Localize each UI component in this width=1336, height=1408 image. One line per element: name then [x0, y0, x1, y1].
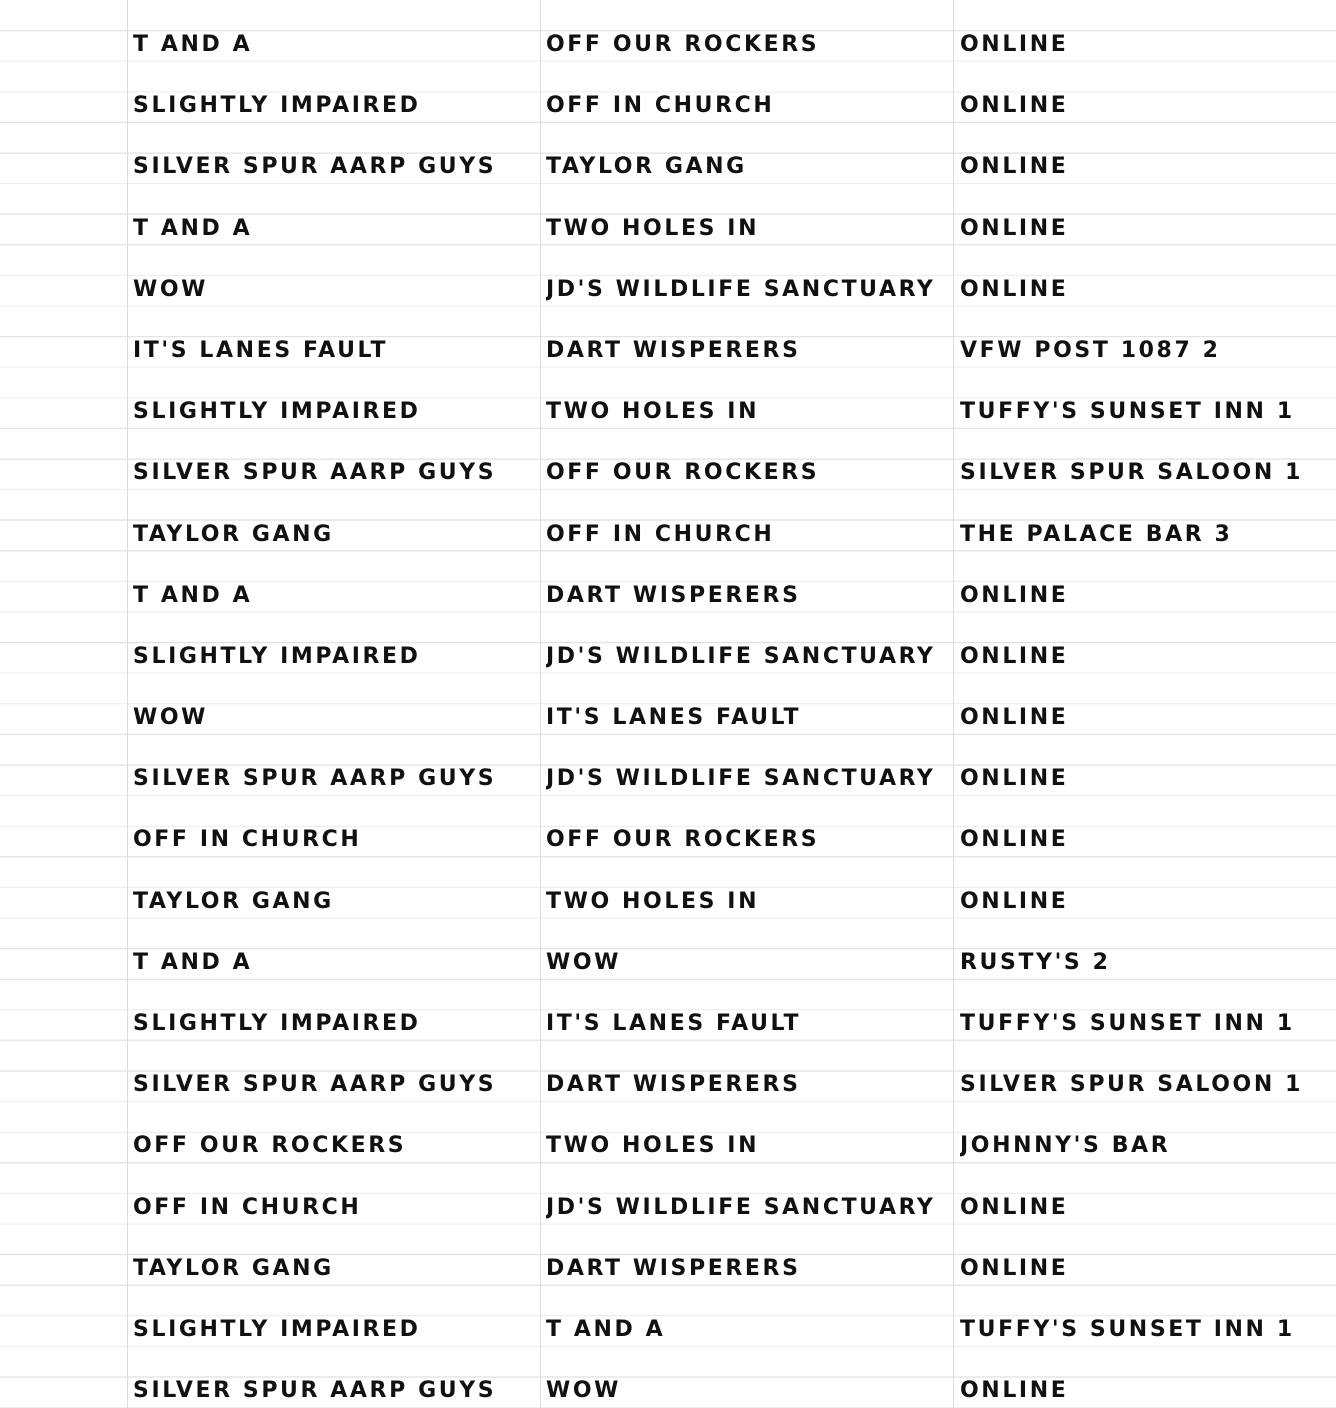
location-cell[interactable]: SILVER SPUR SALOON 1	[960, 460, 1303, 486]
location-cell[interactable]: RUSTY'S 2	[960, 949, 1111, 975]
table-row	[0, 1240, 1336, 1301]
away-team-cell[interactable]: TWO HOLES IN	[546, 1133, 760, 1159]
location-cell[interactable]: ONLINE	[960, 1255, 1069, 1281]
home-team-cell[interactable]: SLIGHTLY IMPAIRED	[133, 1011, 421, 1036]
location-cell[interactable]: ONLINE	[960, 215, 1069, 241]
home-team-cell[interactable]: SLIGHTLY IMPAIRED	[133, 399, 421, 425]
table-row	[0, 77, 1336, 138]
table-row	[0, 628, 1336, 689]
home-team-cell[interactable]: SLIGHTLY IMPAIRED	[133, 93, 421, 119]
home-team-cell[interactable]: SILVER SPUR AARP GUYS	[133, 766, 497, 792]
away-team-cell[interactable]: JD'S WILDLIFE SANCTUARY	[546, 1194, 936, 1220]
location-cell[interactable]: ONLINE	[960, 154, 1069, 180]
away-team-cell[interactable]: TAYLOR GANG	[546, 154, 747, 180]
table-row	[0, 261, 1336, 322]
away-team-cell[interactable]: OFF OUR ROCKERS	[546, 460, 820, 486]
away-team-cell[interactable]: T AND A	[546, 1316, 666, 1342]
away-team-cell[interactable]: TWO HOLES IN	[546, 215, 760, 241]
home-team-cell[interactable]: WOW	[133, 705, 209, 731]
location-cell[interactable]: ONLINE	[960, 93, 1069, 119]
table-row	[0, 1117, 1336, 1178]
away-team-cell[interactable]: IT'S LANES FAULT	[546, 705, 802, 731]
home-team-cell[interactable]: TAYLOR GANG	[133, 888, 334, 914]
table-row	[0, 1362, 1336, 1408]
location-cell[interactable]: ONLINE	[960, 1378, 1069, 1404]
table-row	[0, 934, 1336, 995]
schedule-rows	[0, 16, 1336, 1408]
table-row	[0, 16, 1336, 77]
location-cell[interactable]: SILVER SPUR SALOON 1	[960, 1072, 1303, 1098]
home-team-cell[interactable]: OFF OUR ROCKERS	[133, 1133, 407, 1159]
away-team-cell[interactable]: JD'S WILDLIFE SANCTUARY	[546, 643, 936, 669]
home-team-cell[interactable]: OFF IN CHURCH	[133, 1194, 362, 1220]
home-team-cell[interactable]: T AND A	[133, 949, 253, 975]
home-team-cell[interactable]: SILVER SPUR AARP GUYS	[133, 1378, 497, 1404]
away-team-cell[interactable]: IT'S LANES FAULT	[546, 1011, 802, 1036]
table-row	[0, 1056, 1336, 1117]
away-team-cell[interactable]: TWO HOLES IN	[546, 888, 760, 914]
away-team-cell[interactable]: WOW	[546, 949, 622, 975]
location-cell[interactable]: ONLINE	[960, 582, 1069, 608]
away-team-cell[interactable]: DART WISPERERS	[546, 1255, 801, 1281]
table-row	[0, 138, 1336, 199]
away-team-cell[interactable]: DART WISPERERS	[546, 337, 801, 363]
home-team-cell[interactable]: SLIGHTLY IMPAIRED	[133, 1316, 421, 1342]
location-cell[interactable]: TUFFY'S SUNSET INN 1	[960, 1011, 1295, 1036]
table-row	[0, 322, 1336, 383]
location-cell[interactable]: ONLINE	[960, 888, 1069, 914]
location-cell[interactable]: ONLINE	[960, 276, 1069, 302]
location-cell[interactable]: ONLINE	[960, 1194, 1069, 1220]
away-team-cell[interactable]: OFF OUR ROCKERS	[546, 827, 820, 853]
home-team-cell[interactable]: T AND A	[133, 215, 253, 241]
table-row	[0, 383, 1336, 444]
table-row	[0, 200, 1336, 261]
table-row	[0, 1179, 1336, 1240]
table-row	[0, 1301, 1336, 1362]
home-team-cell[interactable]: T AND A	[133, 32, 253, 57]
location-cell[interactable]: ONLINE	[960, 643, 1069, 669]
home-team-cell[interactable]: SILVER SPUR AARP GUYS	[133, 154, 497, 180]
home-team-cell[interactable]: OFF IN CHURCH	[133, 827, 362, 853]
home-team-cell[interactable]: SILVER SPUR AARP GUYS	[133, 1072, 497, 1098]
location-cell[interactable]: ONLINE	[960, 766, 1069, 792]
table-row	[0, 689, 1336, 750]
home-team-cell[interactable]: IT'S LANES FAULT	[133, 337, 389, 363]
away-team-cell[interactable]: OFF IN CHURCH	[546, 521, 775, 547]
table-row	[0, 811, 1336, 872]
home-team-cell[interactable]: WOW	[133, 276, 209, 302]
home-team-cell[interactable]: TAYLOR GANG	[133, 1255, 334, 1281]
table-row	[0, 567, 1336, 628]
location-cell[interactable]: VFW POST 1087 2	[960, 337, 1221, 363]
away-team-cell[interactable]: JD'S WILDLIFE SANCTUARY	[546, 276, 936, 302]
location-cell[interactable]: ONLINE	[960, 32, 1069, 57]
location-cell[interactable]: TUFFY'S SUNSET INN 1	[960, 1316, 1295, 1342]
home-team-cell[interactable]: SILVER SPUR AARP GUYS	[133, 460, 497, 486]
table-row	[0, 750, 1336, 811]
location-cell[interactable]: ONLINE	[960, 705, 1069, 731]
location-cell[interactable]: JOHNNY'S BAR	[960, 1133, 1171, 1159]
location-cell[interactable]: THE PALACE BAR 3	[960, 521, 1233, 547]
table-row	[0, 873, 1336, 934]
away-team-cell[interactable]: TWO HOLES IN	[546, 399, 760, 425]
away-team-cell[interactable]: OFF OUR ROCKERS	[546, 32, 820, 57]
home-team-cell[interactable]: TAYLOR GANG	[133, 521, 334, 547]
table-row	[0, 995, 1336, 1056]
away-team-cell[interactable]: DART WISPERERS	[546, 1072, 801, 1098]
home-team-cell[interactable]: SLIGHTLY IMPAIRED	[133, 643, 421, 669]
table-row	[0, 444, 1336, 505]
home-team-cell[interactable]: T AND A	[133, 582, 253, 608]
location-cell[interactable]: ONLINE	[960, 827, 1069, 853]
away-team-cell[interactable]: DART WISPERERS	[546, 582, 801, 608]
away-team-cell[interactable]: JD'S WILDLIFE SANCTUARY	[546, 766, 936, 792]
away-team-cell[interactable]: WOW	[546, 1378, 622, 1404]
table-row	[0, 506, 1336, 567]
away-team-cell[interactable]: OFF IN CHURCH	[546, 93, 775, 119]
location-cell[interactable]: TUFFY'S SUNSET INN 1	[960, 399, 1295, 425]
